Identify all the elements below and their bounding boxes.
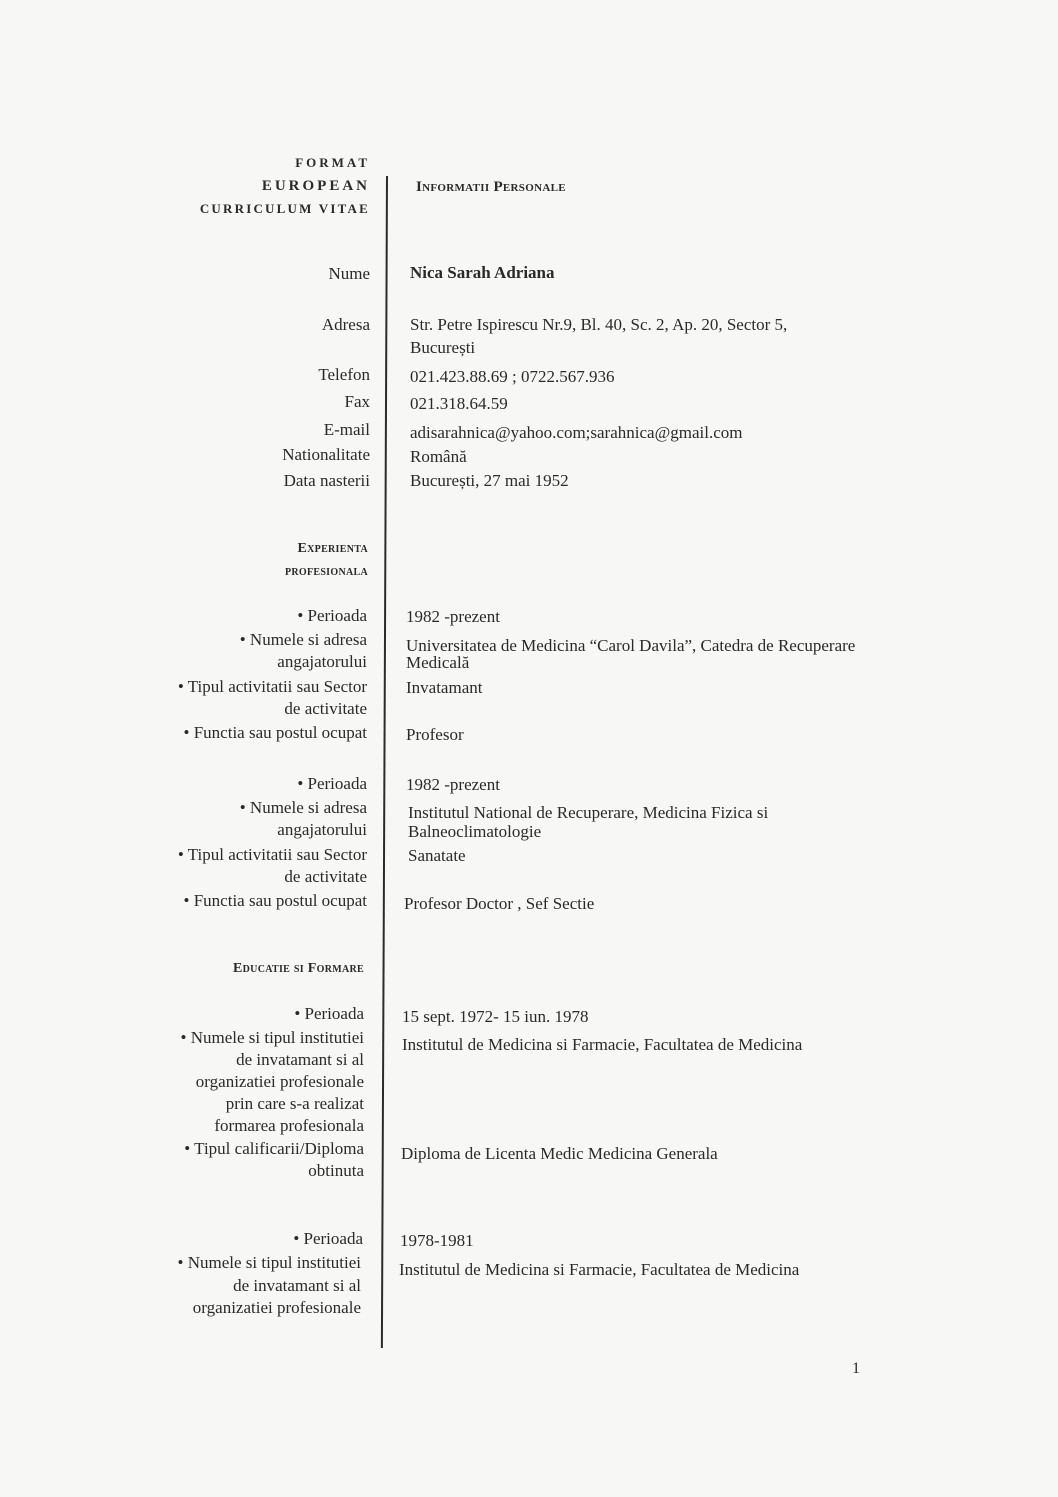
label-employer-2: angajatorului — [277, 820, 367, 839]
label-address: Adresa — [321, 315, 370, 334]
edu2-period: 1978-1981 — [400, 1231, 474, 1250]
label-inst-3: organizatiei profesionale — [195, 1072, 364, 1091]
label-inst-5: formarea profesionala — [214, 1116, 364, 1135]
label-position: • Functia sau postul ocupat — [183, 723, 367, 742]
cv-title-curriculum: CURRICULUM VITAE — [199, 201, 370, 216]
label-period: • Perioada — [297, 606, 367, 625]
label-inst-4: prin care s-a realizat — [225, 1094, 364, 1113]
section-heading-experience-2: profesionala — [284, 564, 368, 579]
label-position: • Functia sau postul ocupat — [183, 891, 367, 910]
exp2-employer-line1: Institutul National de Recuperare, Medicina Fizica si — [408, 803, 769, 822]
exp1-employer-line1: Universitatea de Medicina “Carol Davila”, Catedra de Recuperare — [406, 636, 856, 655]
label-sector-2: de activitate — [284, 867, 367, 886]
cv-title-european: EUROPEAN — [261, 178, 370, 194]
value-address-line2: București — [410, 338, 476, 357]
edu1-institution: Institutul de Medicina si Farmacie, Facultatea de Medicina — [402, 1035, 803, 1054]
value-name: Nica Sarah Adriana — [410, 263, 555, 282]
label-qual-1: • Tipul calificarii/Diploma — [184, 1139, 364, 1158]
edu1-period: 15 sept. 1972- 15 iun. 1978 — [402, 1007, 589, 1026]
exp2-employer-line2: Balneoclimatologie — [408, 822, 542, 841]
label-employer-2: angajatorului — [277, 652, 367, 671]
label-sector-1: • Tipul activitatii sau Sector — [177, 677, 367, 696]
label-inst-1: • Numele si tipul institutiei — [177, 1253, 361, 1272]
label-employer-1: • Numele si adresa — [239, 630, 367, 649]
value-email: adisarahnica@yahoo.com;sarahnica@gmail.com — [410, 423, 743, 442]
section-heading-personal: Informatii Personale — [416, 179, 566, 195]
label-employer-1: • Numele si adresa — [239, 798, 367, 817]
section-heading-education: Educatie si Formare — [233, 961, 364, 976]
page-number: 1 — [852, 1360, 860, 1377]
label-inst-2: de invatamant si al — [236, 1050, 364, 1069]
label-period: • Perioada — [297, 774, 367, 793]
label-name: Nume — [328, 264, 370, 283]
exp2-position: Profesor Doctor , Sef Sectie — [404, 894, 595, 913]
cv-title-format: FORMAT — [295, 155, 370, 170]
column-divider — [381, 176, 388, 1348]
label-inst-3: organizatiei profesionale — [192, 1298, 361, 1317]
value-birth: București, 27 mai 1952 — [410, 471, 569, 490]
exp1-employer-line2: Medicală — [406, 653, 470, 672]
value-phone: 021.423.88.69 ; 0722.567.936 — [410, 367, 615, 386]
label-nationality: Nationalitate — [282, 445, 370, 464]
label-edu-period: • Perioada — [294, 1004, 364, 1023]
exp2-period: 1982 -prezent — [406, 775, 500, 794]
value-nationality: Română — [410, 447, 467, 466]
label-sector-1: • Tipul activitatii sau Sector — [177, 845, 367, 864]
label-inst-2: de invatamant si al — [233, 1276, 361, 1295]
exp2-sector: Sanatate — [408, 846, 466, 865]
label-birth: Data nasterii — [283, 471, 370, 490]
label-fax: Fax — [344, 392, 370, 411]
edu1-qualification: Diploma de Licenta Medic Medicina Generala — [401, 1144, 718, 1163]
label-sector-2: de activitate — [284, 699, 367, 718]
exp1-sector: Invatamant — [406, 678, 483, 697]
value-fax: 021.318.64.59 — [410, 394, 508, 413]
label-edu-period: • Perioada — [293, 1229, 363, 1248]
label-inst-1: • Numele si tipul institutiei — [180, 1028, 364, 1047]
label-email: E-mail — [323, 420, 370, 439]
exp1-period: 1982 -prezent — [406, 607, 500, 626]
exp1-position: Profesor — [406, 725, 464, 744]
edu2-institution: Institutul de Medicina si Farmacie, Facultatea de Medicina — [399, 1260, 800, 1279]
section-heading-experience-1: Experienta — [297, 541, 368, 556]
label-phone: Telefon — [318, 365, 370, 384]
value-address-line1: Str. Petre Ispirescu Nr.9, Bl. 40, Sc. 2, Ap. 20, Sector 5, — [410, 315, 788, 334]
label-qual-2: obtinuta — [308, 1161, 364, 1180]
